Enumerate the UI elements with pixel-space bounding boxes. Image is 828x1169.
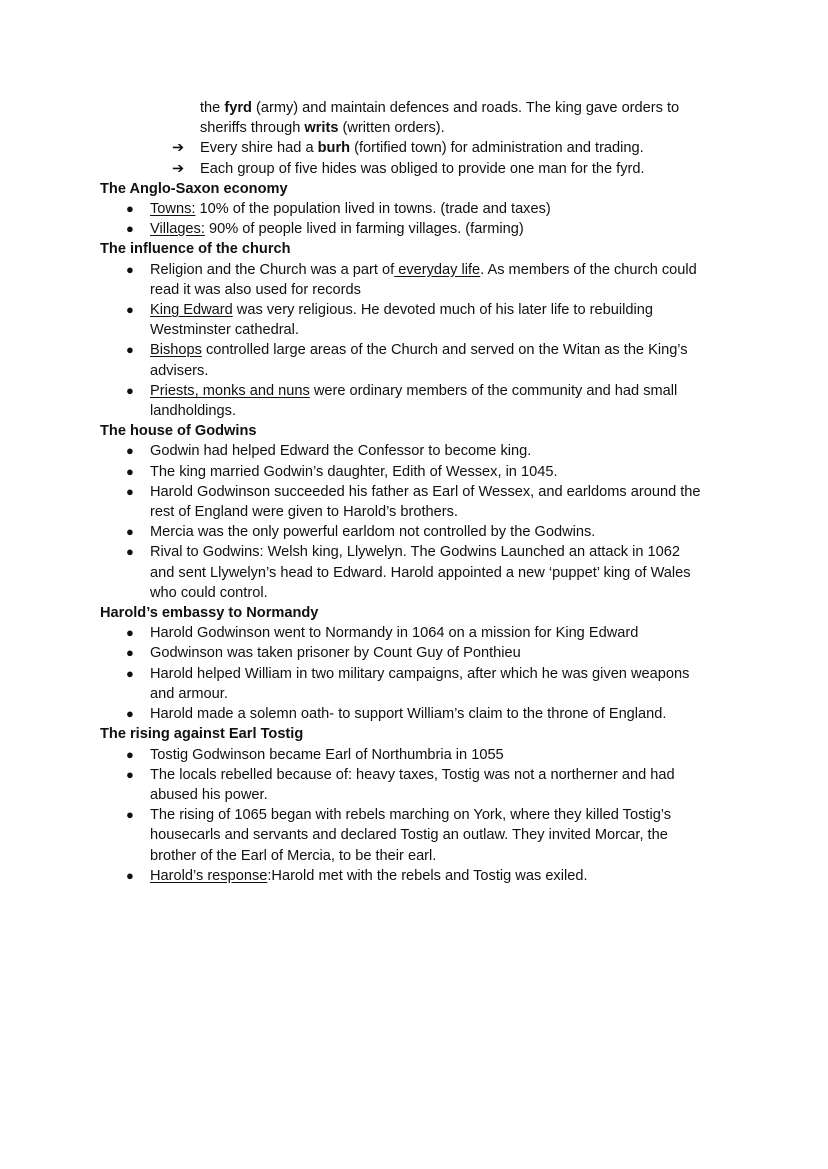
- text-line: Westminster cathedral.: [150, 322, 299, 339]
- text-line: housecarls and servants and declared Tostig an outlaw. They invited Morcar, the: [150, 827, 668, 844]
- text-line: sheriffs through writs (written orders).: [200, 120, 445, 137]
- bullet-icon: ●: [126, 625, 134, 641]
- list-item: ● Godwin had helped Edward the Confessor to become king.: [0, 441, 828, 461]
- section-heading: The influence of the church: [100, 241, 291, 258]
- text-line: and sent Llywelyn’s head to Edward. Harold appointed a new ‘puppet’ king of Wales: [150, 564, 691, 581]
- bullet-icon: ●: [126, 342, 134, 358]
- list-item: ● Religion and the Church was a part of everyday life. As members of the church could: [0, 260, 828, 280]
- bullet-icon: ●: [126, 382, 134, 398]
- bullet-icon: ●: [126, 746, 134, 762]
- list-item: ● Mercia was the only powerful earldom not controlled by the Godwins.: [0, 522, 828, 542]
- list-item: ● Villages: 90% of people lived in farming villages. (farming): [0, 219, 828, 239]
- arrow-item: ➔ Every shire had a burh (fortified town) for administration and trading.: [0, 138, 828, 158]
- bullet-icon: ●: [126, 463, 134, 479]
- bullet-icon: ●: [126, 665, 134, 681]
- bullet-icon: ●: [126, 443, 134, 459]
- text-line: landholdings.: [150, 403, 237, 420]
- bullet-icon: ●: [126, 201, 134, 217]
- bullet-icon: ●: [126, 807, 134, 823]
- arrow-item: ➔ Each group of five hides was obliged to provide one man for the fyrd.: [0, 159, 828, 179]
- document-page: [0, 98, 828, 886]
- text-line: abused his power.: [150, 786, 268, 803]
- section-heading: The Anglo-Saxon economy: [100, 180, 288, 197]
- list-item: ● Godwinson was taken prisoner by Count Guy of Ponthieu: [0, 643, 828, 663]
- bullet-icon: ●: [126, 706, 134, 722]
- bullet-icon: ●: [126, 261, 134, 277]
- list-item: ● Harold helped William in two military campaigns, after which he was given weapons: [0, 664, 828, 684]
- list-item: ● Priests, monks and nuns were ordinary members of the community and had small: [0, 381, 828, 401]
- text-line: read it was also used for records: [150, 281, 361, 298]
- bullet-icon: ●: [126, 221, 134, 237]
- bullet-icon: ●: [126, 524, 134, 540]
- bullet-icon: ●: [126, 483, 134, 499]
- text-line: advisers.: [150, 362, 209, 379]
- section-heading: Harold’s embassy to Normandy: [100, 605, 319, 622]
- bullet-icon: ●: [126, 544, 134, 560]
- list-item: ● Harold’s response:Harold met with the rebels and Tostig was exiled.: [0, 866, 828, 886]
- list-item: ● The rising of 1065 began with rebels marching on York, where they killed Tostig’s: [0, 805, 828, 825]
- arrow-icon: ➔: [172, 140, 185, 157]
- section-heading: The rising against Earl Tostig: [100, 726, 304, 743]
- bullet-icon: ●: [126, 867, 134, 883]
- text-line: and armour.: [150, 685, 228, 702]
- text-line: who could control.: [150, 584, 268, 601]
- bullet-icon: ●: [126, 302, 134, 318]
- list-item: ● King Edward was very religious. He devoted much of his later life to rebuilding: [0, 300, 828, 320]
- bullet-icon: ●: [126, 766, 134, 782]
- list-item: ● The king married Godwin’s daughter, Edith of Wessex, in 1045.: [0, 462, 828, 482]
- text-line: the fyrd (army) and maintain defences and roads. The king gave orders to: [200, 100, 680, 116]
- list-item: ● Harold Godwinson succeeded his father as Earl of Wessex, and earldoms around the: [0, 482, 828, 502]
- list-item: ● Harold Godwinson went to Normandy in 1064 on a mission for King Edward: [0, 623, 828, 643]
- bullet-icon: ●: [126, 645, 134, 661]
- arrow-icon: ➔: [172, 160, 185, 177]
- list-item: ● Rival to Godwins: Welsh king, Llywelyn. The Godwins Launched an attack in 1062: [0, 542, 828, 562]
- text-line: rest of England were given to Harold’s brothers.: [150, 504, 458, 521]
- list-item: ● The locals rebelled because of: heavy taxes, Tostig was not a northerner and had: [0, 765, 828, 785]
- list-item: ● Tostig Godwinson became Earl of Northumbria in 1055: [0, 745, 828, 765]
- list-item: ● Bishops controlled large areas of the Church and served on the Witan as the King’s: [0, 340, 828, 360]
- list-item: ● Towns: 10% of the population lived in towns. (trade and taxes): [0, 199, 828, 219]
- list-item: ● Harold made a solemn oath- to support William’s claim to the throne of England.: [0, 704, 828, 724]
- text-line: brother of the Earl of Mercia, to be their earl.: [150, 847, 437, 864]
- section-heading: The house of Godwins: [100, 423, 257, 440]
